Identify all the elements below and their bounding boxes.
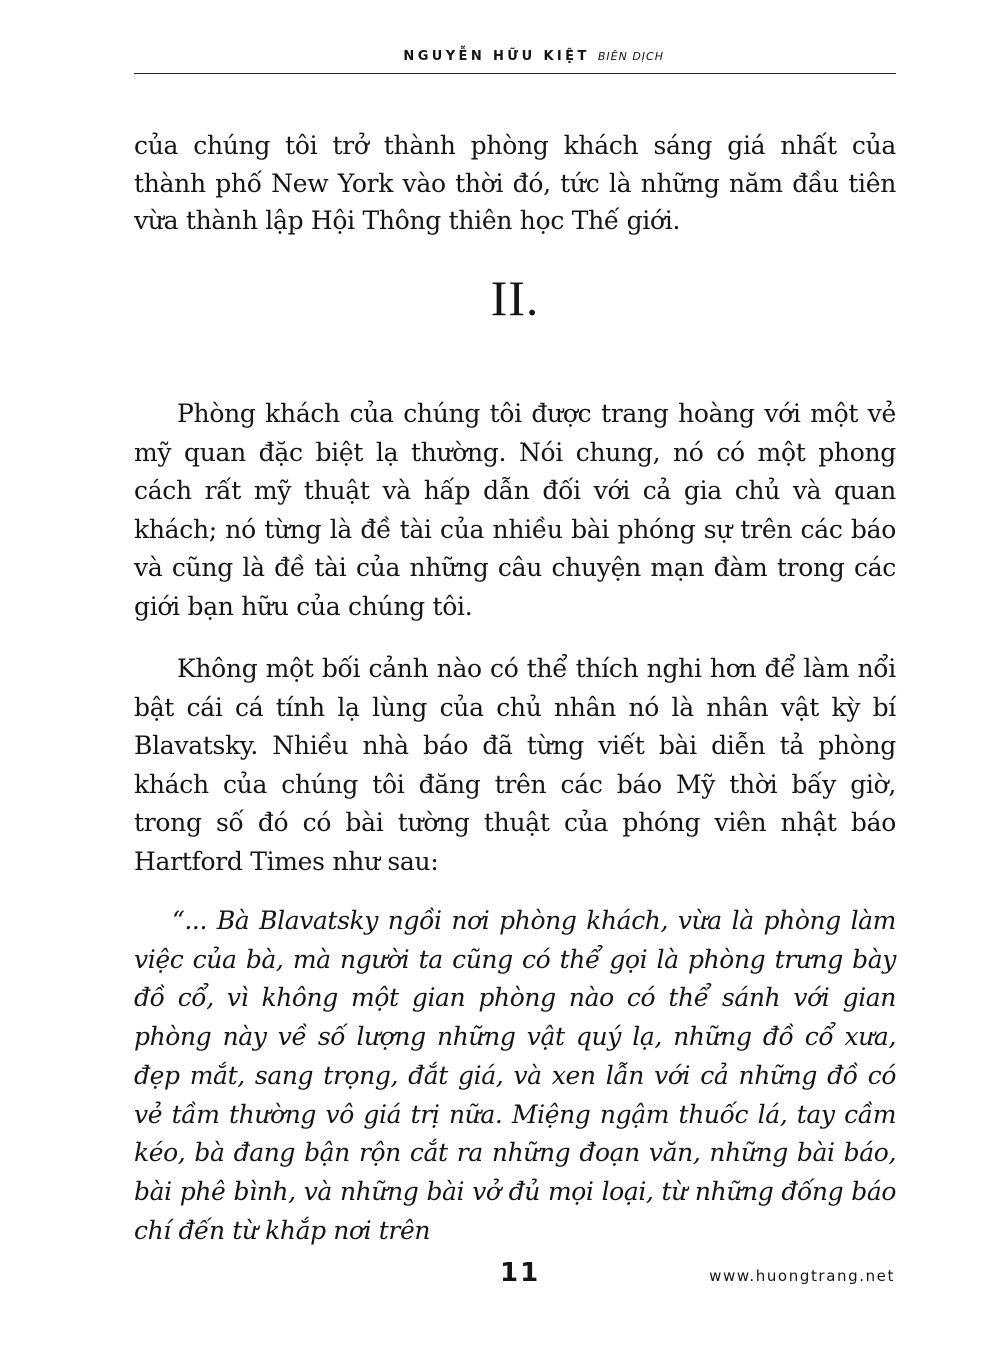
paragraph-blavatsky: Không một bối cảnh nào có thể thích nghi hơn để làm nổi bật cái cá tính lạ lùng của chủ nhân nó là nhân vật kỳ bí Blavatsky. Nhiều nhà báo đã từng viết bài diễn tả phòng khách của chúng tôi đăng trên các báo Mỹ thời bấy giờ, trong số đó có bài tường thuật của phóng viên nhật báo Hartford Times như sau: [134,654,896,876]
paragraph-living-room: Phòng khách của chúng tôi được trang hoàng với một vẻ mỹ quan đặc biệt lạ thường. Nói chung, nó có một phong cách rất mỹ thuật và hấp dẫn đối với cả gia chủ và quan khách; nó từng là đề tài của nhiều bài phóng sự trên các báo và cũng là đề tài của những câu chuyện mạn đàm trong các giới bạn hữu của chúng tôi. [134,399,896,621]
paragraph-continuation: của chúng tôi trở thành phòng khách sáng giá nhất của thành phố New York vào thời đó, tức là những năm đầu tiên vừa thành lập Hội Thông thiên học Thế giới. [134,131,896,235]
running-header-role: BIÊN DỊCH [597,50,664,63]
header-rule [134,73,896,74]
quoted-report: “... Bà Blavatsky ngồi nơi phòng khách, vừa là phòng làm việc của bà, mà người ta cũng có thể gọi là phòng trưng bày đồ cổ, vì không một gian phòng nào có thể sánh với gian phòng này về số lượng những vật quý lạ, những đồ cổ xưa, đẹp mắt, sang trọng, đắt giá, và xen lẫn với cả những đồ có vẻ tầm thường vô giá trị nữa. Miệng ngậm thuốc lá, tay cầm kéo, bà đang bận rộn cắt ra những đoạn văn, những bài báo, bài phê bình, và những bài vở đủ mọi loại, từ những đống báo chí đến từ khắp nơi trên [134,906,896,1245]
website-url: www.huongtrang.net [709,1267,895,1285]
section-heading: II. [490,270,540,326]
running-header-author: NGUYỄN HỮU KIỆT [403,49,590,64]
running-header [134,48,896,66]
page-number: 11 [500,1258,541,1288]
